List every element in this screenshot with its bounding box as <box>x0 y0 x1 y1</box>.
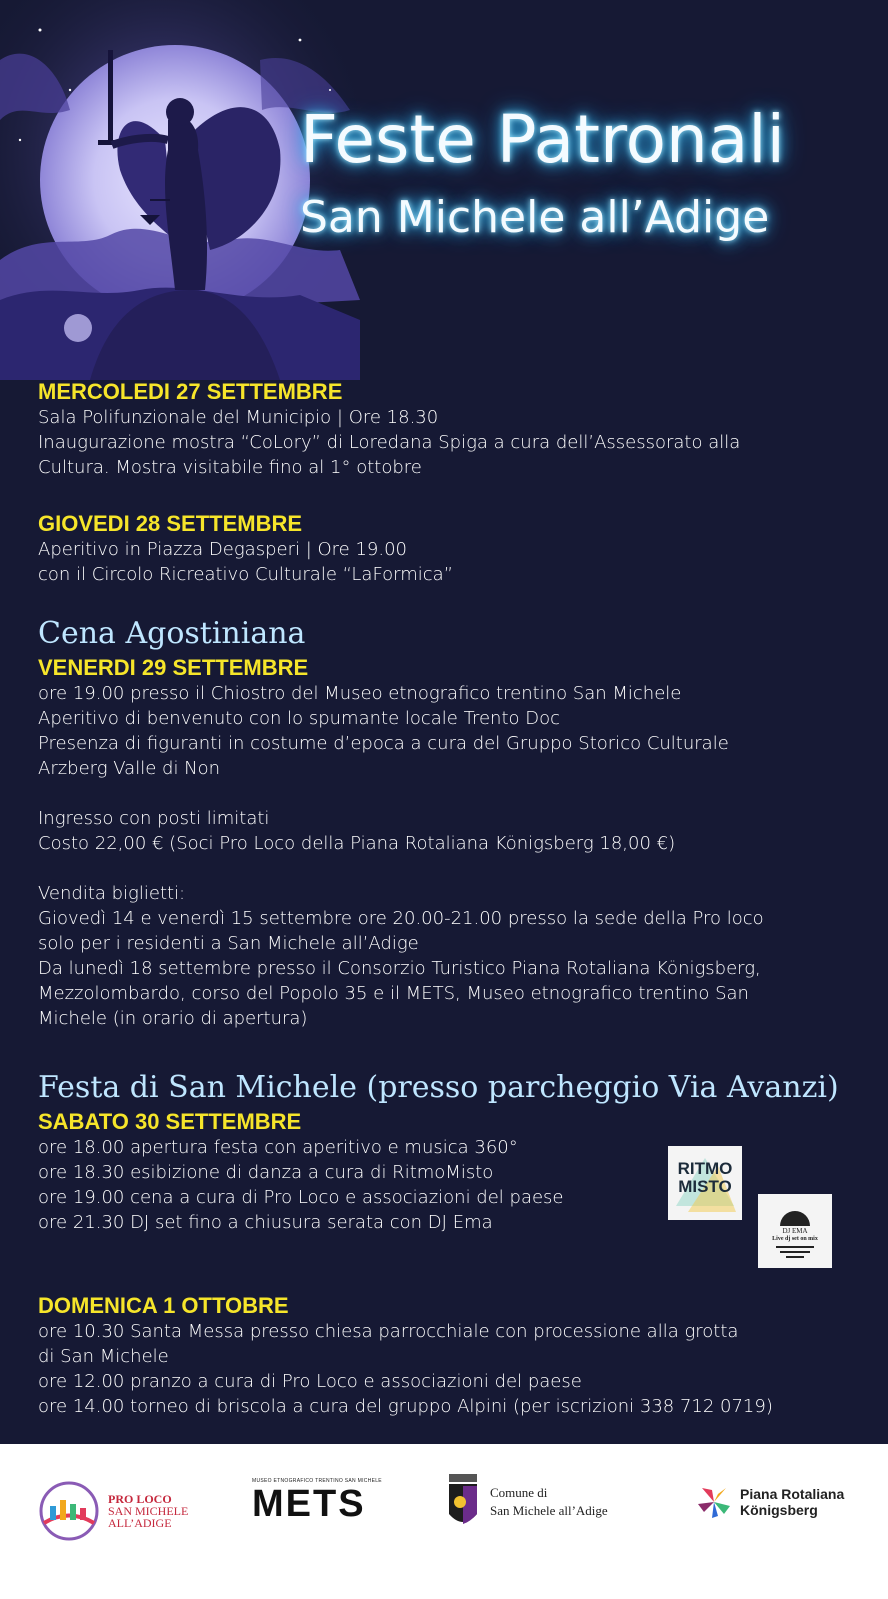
section-heading: Cena Agostiniana <box>38 616 306 651</box>
mets-logo <box>252 1478 382 1524</box>
misto-text: MISTO <box>678 1177 732 1196</box>
event-date: GIOVEDI 28 SETTEMBRE <box>38 511 303 536</box>
piana-name: Piana Rotaliana <box>740 1486 845 1502</box>
proloco-emblem-icon <box>36 1478 102 1544</box>
event-line: Cultura. Mostra visitabile fino al 1° ottobre <box>38 457 422 478</box>
proloco-name: PRO LOCO <box>108 1492 172 1506</box>
ritmo-text: RITMO <box>677 1159 733 1178</box>
event-date: MERCOLEDI 27 SETTEMBRE <box>38 379 343 404</box>
proloco-logo <box>36 1478 188 1544</box>
event-line: Aperitivo in Piazza Degasperi | Ore 19.00 <box>38 539 407 560</box>
ticket-line: solo per i residenti a San Michele all’Adige <box>38 933 419 954</box>
event-date: SABATO 30 SETTEMBRE <box>38 1109 302 1134</box>
sword-icon <box>108 50 113 145</box>
proloco-town: SAN MICHELE <box>108 1504 189 1518</box>
section-heading: Festa di San Michele (presso parcheggio Via Avanzi) <box>38 1070 839 1105</box>
event-line: Sala Polifunzionale del Municipio | Ore 18.30 <box>38 407 439 428</box>
event-line: Inaugurazione mostra “CoLory” di Loredana Spiga a cura dell’Assessorato alla <box>38 432 741 453</box>
event-cena-agostiniana <box>38 614 858 1031</box>
event-line: con il Circolo Ricreativo Culturale “LaFormica” <box>38 564 454 585</box>
comune-name: San Michele all’Adige <box>490 1503 608 1518</box>
event-line: Presenza di figuranti in costume d’epoca a cura del Gruppo Storico Culturale <box>38 733 729 754</box>
event-date: DOMENICA 1 OTTOBRE <box>38 1293 289 1318</box>
proloco-town-2: ALL’ADIGE <box>108 1516 172 1530</box>
event-thursday <box>38 510 858 587</box>
dj-ema-logo <box>758 1194 832 1268</box>
event-line: di San Michele <box>38 1346 169 1367</box>
ticket-line: Michele (in orario di apertura) <box>38 1008 308 1029</box>
price-line: Costo 22,00 € (Soci Pro Loco della Piana Rotaliana Königsberg 18,00 €) <box>38 833 676 854</box>
vinyl-icon <box>780 1211 810 1226</box>
event-line: ore 21.30 DJ set fino a chiusura serata con DJ Ema <box>38 1212 493 1233</box>
mets-wordmark: METS <box>252 1483 366 1525</box>
event-line: ore 19.00 cena a cura di Pro Loco e associazioni del paese <box>38 1187 564 1208</box>
ritmomisto-logo <box>668 1146 742 1220</box>
event-line: ore 18.30 esibizione di danza a cura di RitmoMisto <box>38 1162 494 1183</box>
main-title: Feste Patronali <box>300 101 785 178</box>
comune-logo <box>446 1472 608 1532</box>
ticket-line: Giovedì 14 e venerdì 15 settembre ore 20.00-21.00 presso la sede della Pro loco <box>38 908 764 929</box>
event-line: Arzberg Valle di Non <box>38 758 221 779</box>
ticket-line: Vendita biglietti: <box>38 883 186 904</box>
sponsor-footer <box>0 1444 888 1599</box>
event-line: ore 14.00 torneo di briscola a cura del gruppo Alpini (per iscrizioni 338 712 0719) <box>38 1396 773 1417</box>
ticket-line: Da lunedì 18 settembre presso il Consorzio Turistico Piana Rotaliana Königsberg, <box>38 958 761 979</box>
piana-subname: Königsberg <box>740 1502 818 1518</box>
mets-caption: MUSEO ETNOGRAFICO TRENTINO SAN MICHELE <box>252 1478 382 1484</box>
event-sunday <box>38 1292 858 1419</box>
title-block <box>300 98 860 248</box>
ticket-line: Mezzolombardo, corso del Popolo 35 e il METS, Museo etnografico trentino San <box>38 983 749 1004</box>
event-date: VENERDI 29 SETTEMBRE <box>38 655 309 680</box>
coat-of-arms-icon <box>446 1472 480 1532</box>
price-line: Ingresso con posti limitati <box>38 808 270 829</box>
event-line: ore 10.30 Santa Messa presso chiesa parrocchiale con processione alla grotta <box>38 1321 739 1342</box>
event-line: ore 18.00 apertura festa con aperitivo e musica 360° <box>38 1137 518 1158</box>
event-wednesday <box>38 378 858 480</box>
leaf-emblem-icon <box>694 1482 734 1522</box>
dj-tagline: Live dj set on mix <box>772 1236 818 1242</box>
dj-name: DJ EMA <box>782 1227 808 1235</box>
piana-rotaliana-logo <box>694 1482 844 1522</box>
event-line: ore 19.00 presso il Chiostro del Museo etnografico trentino San Michele <box>38 683 682 704</box>
comune-label: Comune di <box>490 1485 548 1500</box>
event-line: Aperitivo di benvenuto con lo spumante locale Trento Doc <box>38 708 560 729</box>
subtitle: San Michele all’Adige <box>300 192 770 243</box>
event-line: ore 12.00 pranzo a cura di Pro Loco e associazioni del paese <box>38 1371 582 1392</box>
